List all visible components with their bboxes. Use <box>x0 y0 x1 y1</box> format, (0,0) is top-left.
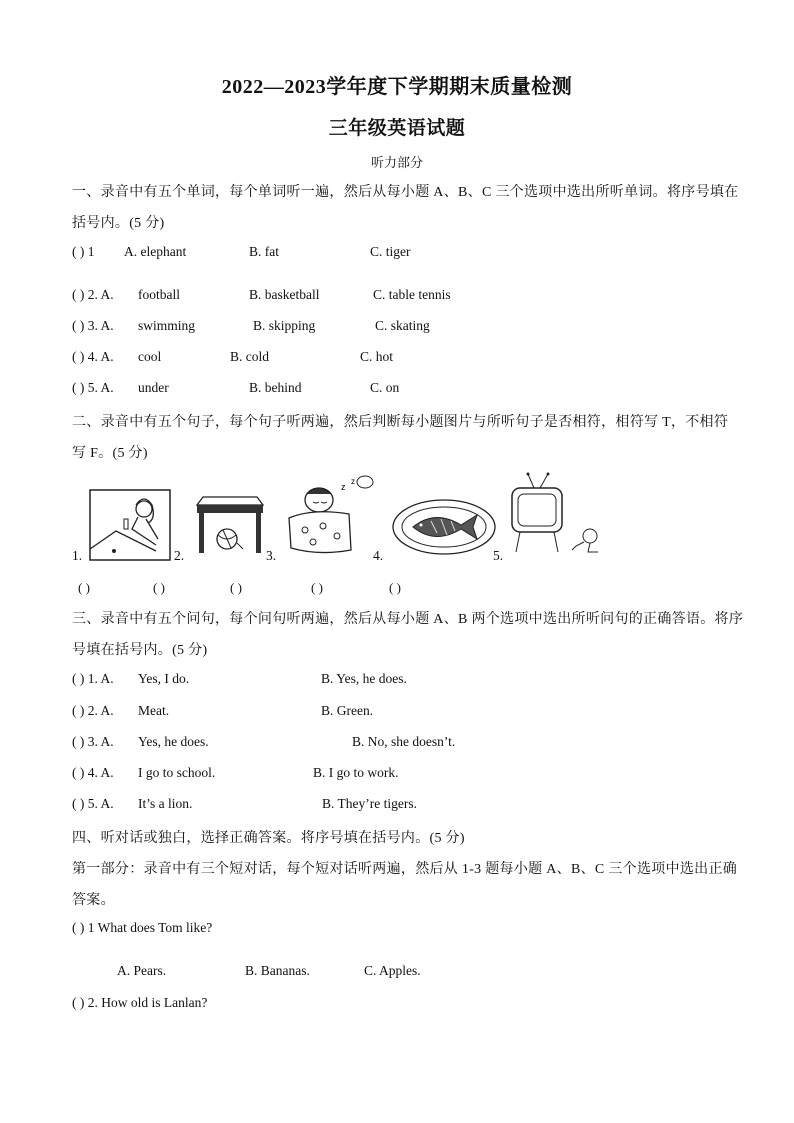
exam-title: 2022—2023学年度下学期期末质量检测 <box>221 76 573 98</box>
section4-question-2: ( ) 2. How old is Lanlan? <box>72 995 208 1010</box>
option-a: cool <box>138 349 162 364</box>
option-a: A. elephant <box>124 244 187 259</box>
answer-paren[interactable]: ( ) <box>389 580 401 595</box>
picture-label: 5. <box>493 548 504 563</box>
option-b: B. Yes, he does. <box>321 671 407 686</box>
question-number: ( ) 3. A. <box>72 734 114 749</box>
question-number: ( ) 2. A. <box>72 703 114 718</box>
picture-label: 4. <box>373 548 384 563</box>
option-c: C. Apples. <box>364 963 421 978</box>
section4-question-1: ( ) 1 What does Tom like? <box>72 920 213 935</box>
question-number: ( ) 4. A. <box>72 765 114 780</box>
option-a: football <box>138 287 180 302</box>
section3-instruction-line2: 号填在括号内。(5 分) <box>72 643 208 658</box>
fish-plate-image <box>391 497 497 557</box>
picture-label: 2. <box>174 548 185 563</box>
section-label: 听力部分 <box>370 155 423 170</box>
option-b: B. basketball <box>249 287 320 302</box>
option-a: Yes, I do. <box>138 671 190 686</box>
svg-text:z: z <box>341 482 346 492</box>
sleeping-boy-image <box>283 474 375 556</box>
watching-tv-image <box>508 472 604 558</box>
option-c: C. table tennis <box>373 287 451 302</box>
section4-instruction: 四、听对话或独白，选择正确答案。将序号填在括号内。(5 分) <box>72 831 465 846</box>
section4-part1-line2: 答案。 <box>72 893 115 908</box>
answer-paren[interactable]: ( ) <box>153 580 165 595</box>
question-number: ( ) 5. A. <box>72 380 114 395</box>
option-b: B. cold <box>230 349 269 364</box>
option-a: under <box>138 380 169 395</box>
girl-drawing-image <box>86 489 172 561</box>
ball-under-table-image <box>193 491 267 557</box>
section2-instruction-line1: 二、录音中有五个句子，每个句子听两遍，然后判断每小题图片与所听句子是否相符，相符写 T，不相符 <box>72 415 729 430</box>
svg-text:z: z <box>351 477 355 486</box>
option-c: C. tiger <box>370 244 411 259</box>
option-c: C. skating <box>375 318 430 333</box>
question-number: ( ) 4. A. <box>72 349 114 364</box>
option-a: I go to school. <box>138 765 216 780</box>
option-b: B. Green. <box>321 703 374 718</box>
option-a: A. Pears. <box>117 963 167 978</box>
option-b: B. Bananas. <box>245 963 310 978</box>
option-a: Yes, he does. <box>138 734 209 749</box>
section3-instruction-line1: 三、录音中有五个问句，每个问句听两遍，然后从每小题 A、B 两个选项中选出所听问句的正确答语。将序 <box>72 612 744 627</box>
option-c: C. hot <box>360 349 394 364</box>
question-number: ( ) 3. A. <box>72 318 114 333</box>
picture-label: 3. <box>266 548 277 563</box>
section2-instruction-line2: 写 F。(5 分) <box>72 446 148 461</box>
answer-paren[interactable]: ( ) <box>230 580 242 595</box>
question-number: ( ) 5. A. <box>72 796 114 811</box>
option-b: B. No, she doesn’t. <box>352 734 456 749</box>
picture-label: 1. <box>72 548 83 563</box>
option-b: B. behind <box>249 380 302 395</box>
question-number: ( ) 2. A. <box>72 287 114 302</box>
option-a: swimming <box>138 318 196 333</box>
option-b: B. skipping <box>253 318 316 333</box>
question-number: ( ) 1 <box>72 244 95 259</box>
answer-paren[interactable]: ( ) <box>311 580 323 595</box>
section1-instruction-line1: 一、录音中有五个单词，每个单词听一遍，然后从每小题 A、B、C 三个选项中选出所听单词。将序号填在 <box>72 185 739 200</box>
section1-instruction-line2: 括号内。(5 分) <box>72 216 165 231</box>
option-b: B. They’re tigers. <box>322 796 417 811</box>
exam-subtitle: 三年级英语试题 <box>328 118 466 139</box>
option-a: It’s a lion. <box>138 796 193 811</box>
option-a: Meat. <box>138 703 170 718</box>
answer-paren[interactable]: ( ) <box>78 580 90 595</box>
option-c: C. on <box>370 380 400 395</box>
option-b: B. fat <box>249 244 279 259</box>
option-b: B. I go to work. <box>313 765 399 780</box>
question-number: ( ) 1. A. <box>72 671 114 686</box>
section4-part1-line1: 第一部分：录音中有三个短对话，每个短对话听两遍，然后从 1-3 题每小题 A、B、C 三个选项中选出正确 <box>72 862 738 877</box>
